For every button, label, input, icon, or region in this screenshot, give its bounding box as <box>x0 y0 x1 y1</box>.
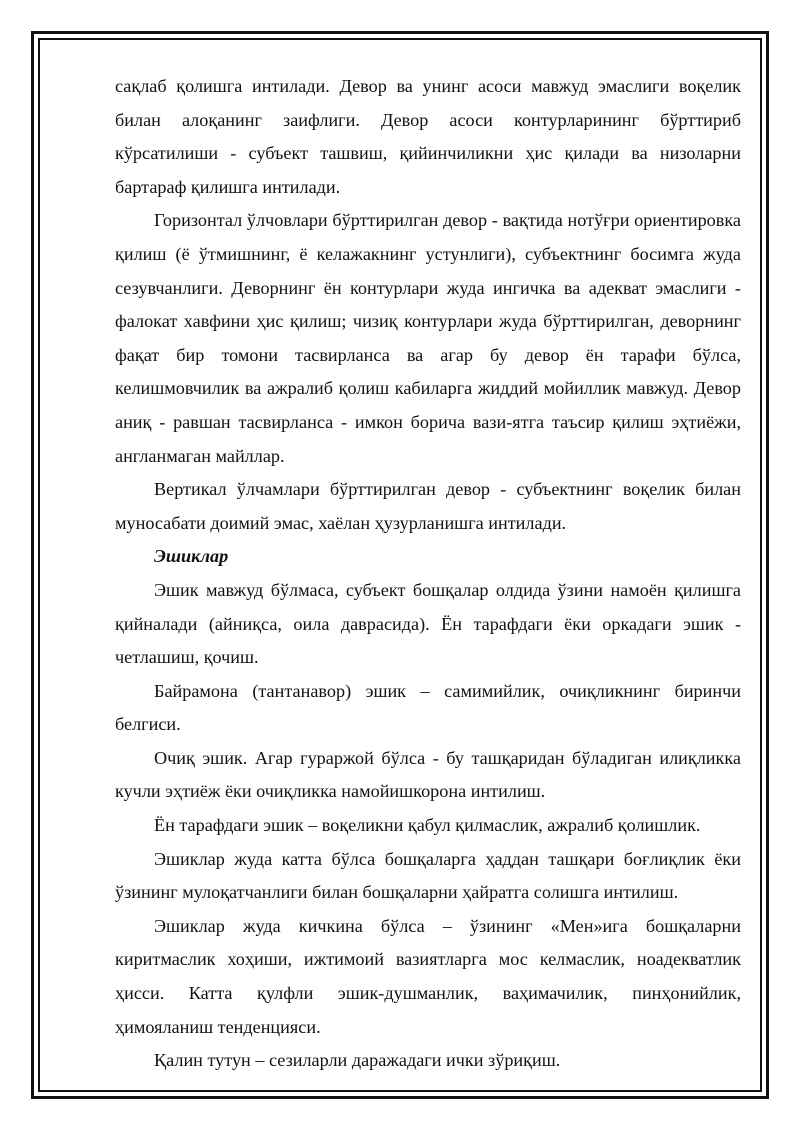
paragraph-large-doors: Эшиклар жуда катта бўлса бошқаларга ҳаддан ташқари боғлиқлик ёки ўзининг мулоқатчанлиги билан бошқаларни ҳайратга солишга интилиш. <box>115 848 741 903</box>
paragraph-small-doors: Эшиклар жуда кичкина бўлса – ўзининг «Мен»ига бошқаларни киритмаслик хоҳиши, ижтимоий вазиятларга мос келмаслик, ноадекватлик ҳисси. Катта қулфли эшик-душманлик, ваҳимачилик, пинҳонийлик, ҳимояланиш тенденцияси. <box>115 915 741 1037</box>
paragraph-side-door: Ён тарафдаги эшик – воқеликни қабул қилмаслик, ажралиб қолишлик. <box>154 815 701 836</box>
paragraph-festive-door: Байрамона (тантанавор) эшик – самимийлик, очиқликнинг биринчи белгиси. <box>115 680 741 735</box>
paragraph-wall-base: сақлаб қолишга интилади. Девор ва унинг асоси мавжуд эмаслиги воқелик билан алоқанинг заифлиги. Девор асоси контурларининг бўрттириб кўрсатилиши - субъект ташвиш, қийинчиликни ҳис қилади ва низоларни бартараф қилишга интилади. <box>115 76 741 197</box>
paragraph-thick-smoke: Қалин тутун – сезиларли даражадаги ички зўриқиш. <box>154 1050 561 1071</box>
section-heading-doors: Эшиклар <box>154 546 229 567</box>
paragraph-no-door: Эшик мавжуд бўлмаса, субъект бошқалар олдида ўзини намоён қилишга қийналади (айниқса, оила даврасида). Ён тарафдаги ёки оркадаги эшик - четлашиш, қочиш. <box>115 579 741 668</box>
paragraph-open-door: Очиқ эшик. Агар гураржой бўлса - бу ташқаридан бўладиган илиқликка кучли эҳтиёж ёки очиқликка намойишкорона интилиш. <box>115 747 741 802</box>
document-body <box>115 70 741 1078</box>
paragraph-horizontal-wall: Горизонтал ўлчовлари бўрттирилган девор - вақтида нотўғри ориентировка қилиш (ё ўтмишнинг, ё келажакнинг устунлиги), субъектнинг босимга жуда сезувчанлиги. Деворнинг ён контурлари жуда ингичка ва адекват эмаслиги - фалокат хавфини ҳис қилиш; чизиқ контурлари жуда бўрттирилган, деворнинг фақат бир томони тасвирланса ва агар бу девор ён тарафи бўлса, келишмовчилик ва ажралиб қолиш кабиларга жиддий мойиллик мавжуд. Девор аниқ - равшан тасвирланса - имкон борича вази-ятга таъсир қилиш эҳтиёжи, англанмаган майллар. <box>115 210 741 466</box>
paragraph-vertical-wall: Вертикал ўлчамлари бўрттирилган девор - субъектнинг воқелик билан муносабати доимий эмас, хаёлан ҳузурланишга интилади. <box>115 479 741 533</box>
